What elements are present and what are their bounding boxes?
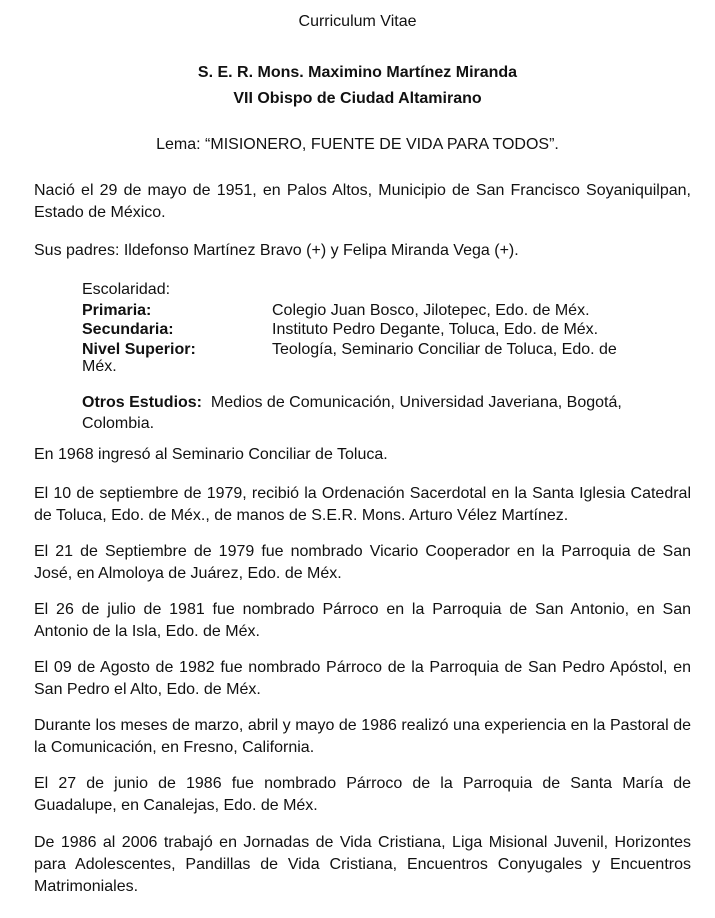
bishop-name: S. E. R. Mons. Maximino Martínez Miranda (197, 64, 518, 81)
event-paragraph: El 21 de Septiembre de 1979 fue nombrado Vicario Cooperador en la Parroquia de San José, en Almoloya de Juárez, Edo. de Méx. (34, 543, 691, 582)
schooling-label: Primaria: (82, 302, 152, 319)
schooling-label: Nivel Superior: (82, 341, 196, 358)
schooling-value: Teología, Seminario Conciliar de Toluca, Edo. de (272, 341, 617, 358)
event-paragraph: En 1968 ingresó al Seminario Conciliar de Toluca. (34, 446, 388, 463)
event-paragraph: El 10 de septiembre de 1979, recibió la Ordenación Sacerdotal en la Santa Iglesia Catedral de Toluca, Edo. de Méx., de manos de S.E.R. Mons. Arturo Vélez Martínez. (34, 485, 691, 524)
schooling-value: Instituto Pedro Degante, Toluca, Edo. de Méx. (272, 321, 599, 338)
birth-paragraph: Nació el 29 de mayo de 1951, en Palos Altos, Municipio de San Francisco Soyaniquilpan, Estado de México. (34, 182, 691, 221)
other-studies (82, 392, 694, 434)
event-paragraph: Durante los meses de marzo, abril y mayo de 1986 realizó una experiencia en la Pastoral de la Comunicación, en Fresno, California. (34, 717, 691, 756)
other-studies-value: Medios de Comunicación, Universidad Javeriana, Bogotá, Colombia. (82, 394, 622, 432)
other-studies-label: Otros Estudios: (82, 394, 203, 411)
schooling-heading: Escolaridad: (82, 281, 171, 298)
motto: Lema: “MISIONERO, FUENTE DE VIDA PARA TODOS”. (156, 136, 559, 153)
parents-paragraph: Sus padres: Ildefonso Martínez Bravo (+) y Felipa Miranda Vega (+). (34, 242, 519, 259)
event-paragraph: De 1986 al 2006 trabajó en Jornadas de Vida Cristiana, Liga Misional Juvenil, Horizontes para Adolescentes, Pandillas de Vida Cristiana, Encuentros Conyugales y Encuentros Matrimoniales. (34, 834, 691, 895)
event-paragraph: El 27 de junio de 1986 fue nombrado Párroco de la Parroquia de Santa María de Guadalupe, en Canalejas, Edo. de Méx. (34, 775, 691, 814)
schooling-value: Colegio Juan Bosco, Jilotepec, Edo. de Méx. (272, 302, 590, 319)
document-title: Curriculum Vitae (298, 13, 417, 30)
schooling-continuation: Méx. (82, 358, 117, 375)
event-paragraph: El 26 de julio de 1981 fue nombrado Párroco en la Parroquia de San Antonio, en San Antonio de la Isla, Edo. de Méx. (34, 601, 691, 640)
bishop-office: VII Obispo de Ciudad Altamirano (233, 90, 482, 107)
schooling-label: Secundaria: (82, 321, 174, 338)
event-paragraph: El 09 de Agosto de 1982 fue nombrado Párroco de la Parroquia de San Pedro Apóstol, en San Pedro el Alto, Edo. de Méx. (34, 659, 691, 698)
